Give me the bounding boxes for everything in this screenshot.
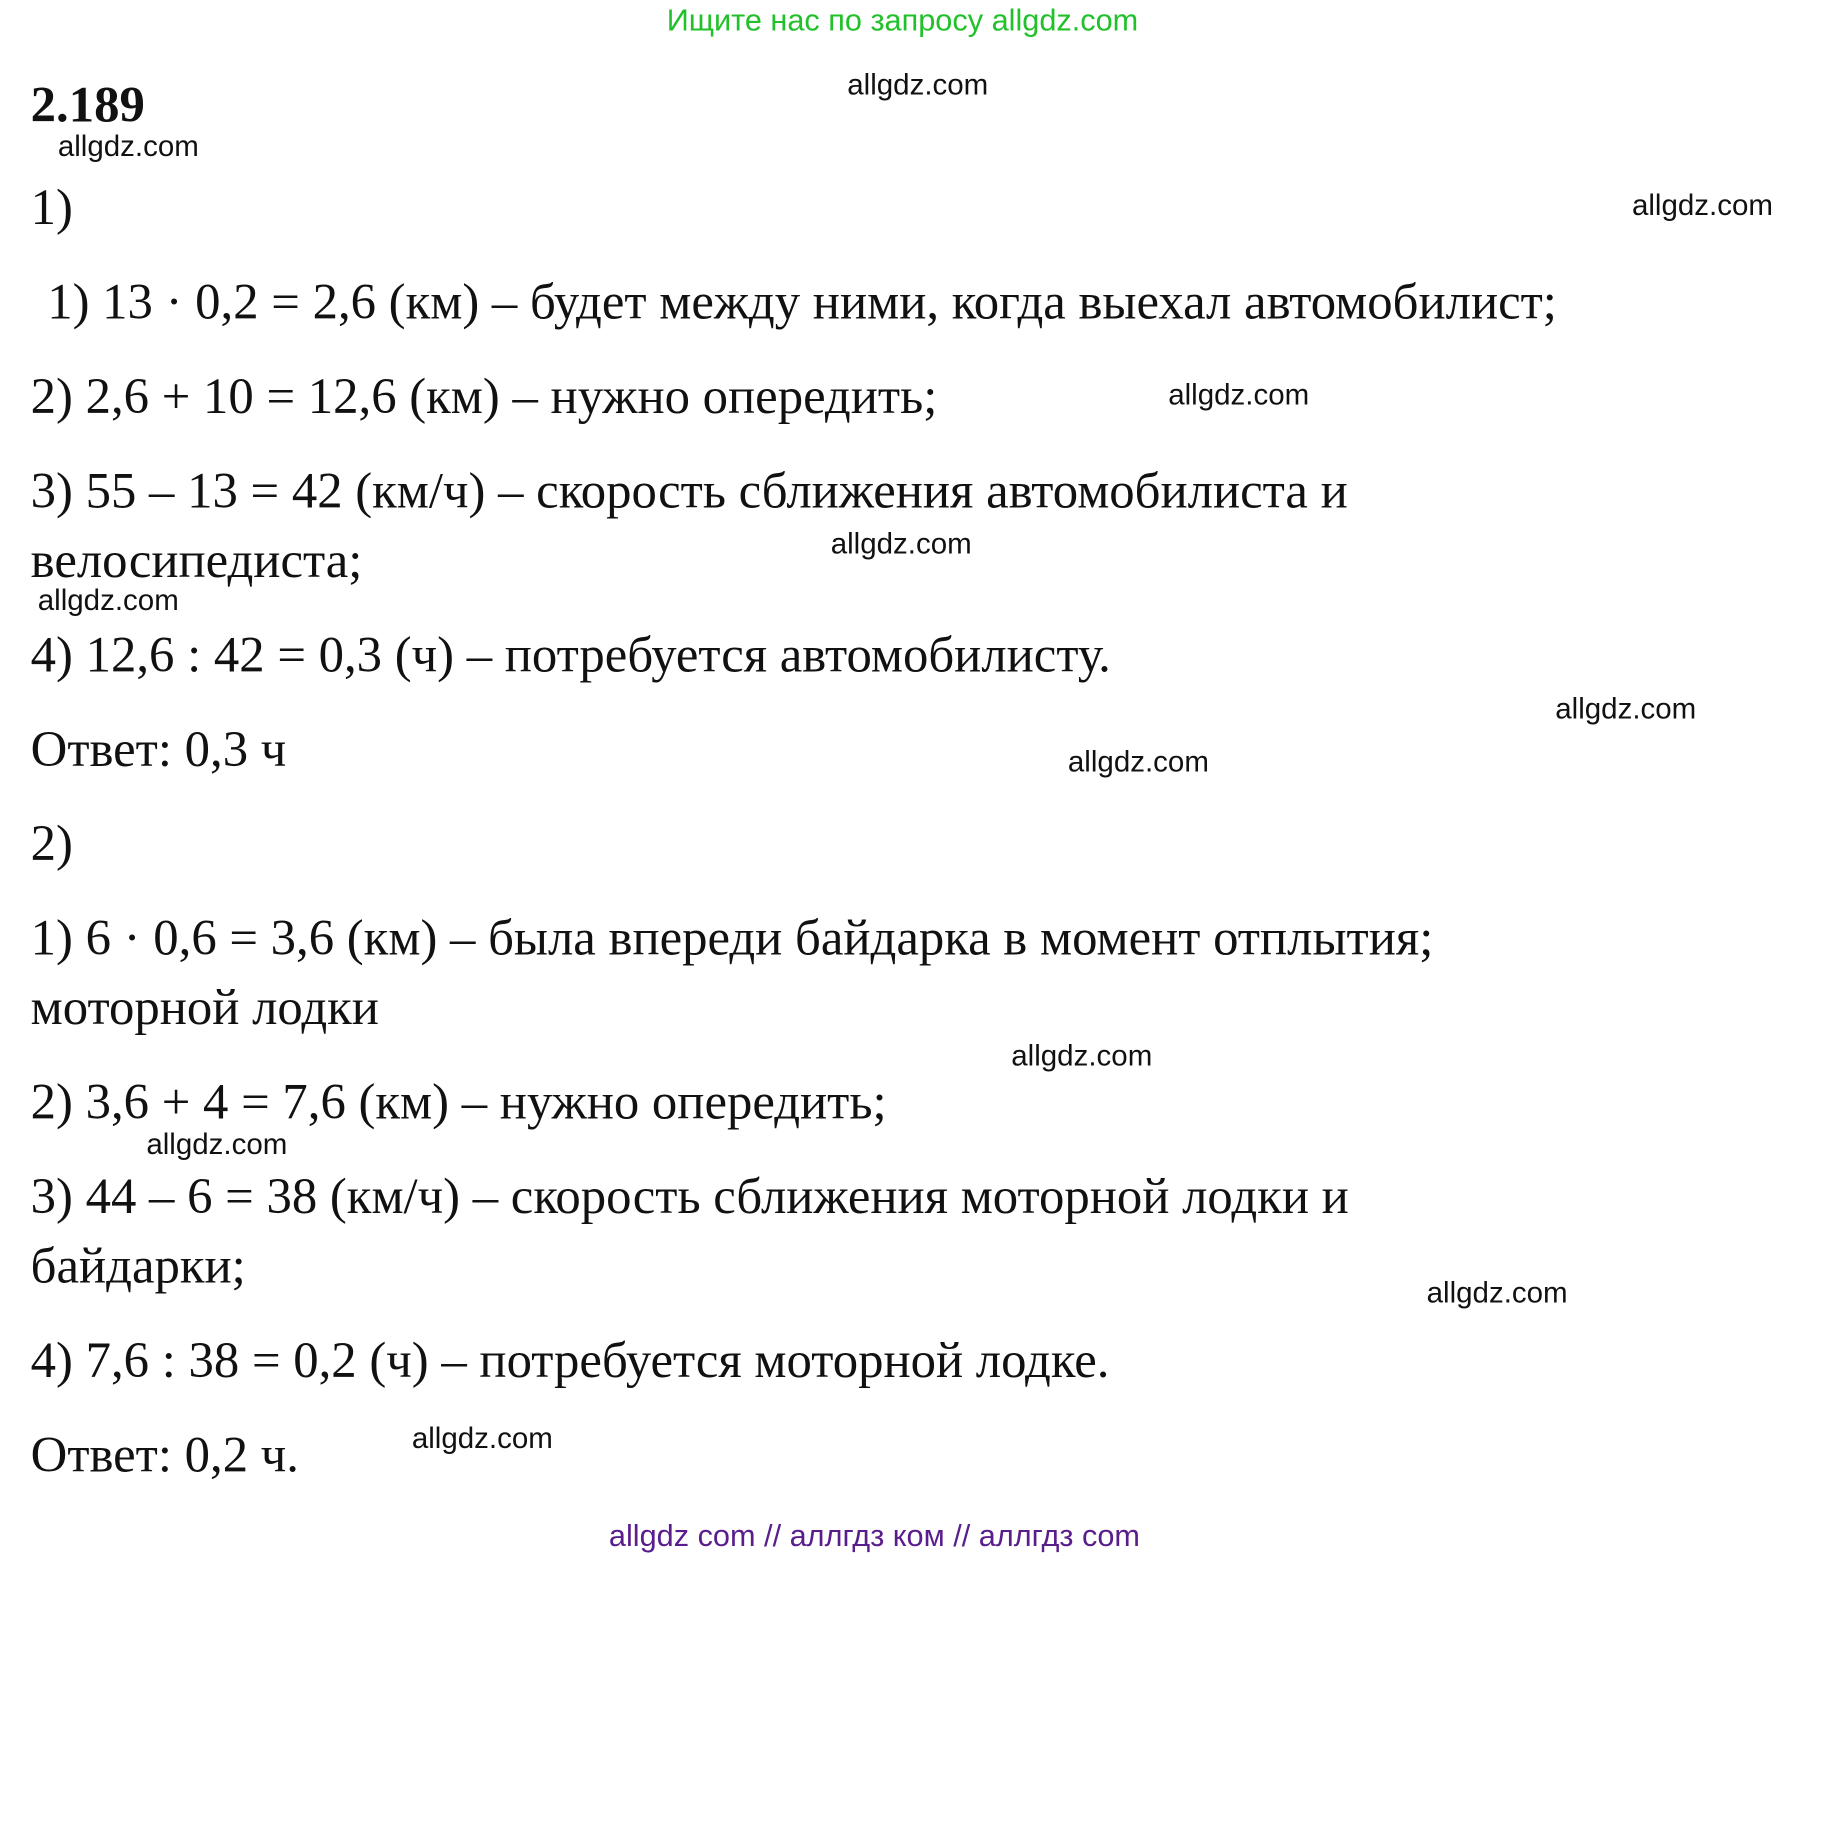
part2-step: 3) 44 – 6 = 38 (км/ч) – скорость сближения моторной лодки и [30,1169,1349,1225]
top-banner: Ищите нас по запросу allgdz.com [666,2,1139,38]
part1-step: велосипедиста; [30,533,363,589]
part2-step: 4) 7,6 : 38 = 0,2 (ч) – потребуется моторной лодке. [30,1333,1110,1389]
part2-step: 1) 6 · 0,6 = 3,6 (км) – была впереди байдарка в момент отплытия; [30,910,1434,967]
part2-step: 2) 3,6 + 4 = 7,6 (км) – нужно опередить; [30,1074,887,1131]
watermark: allgdz.com [1168,378,1310,412]
watermark: allgdz.com [847,68,989,102]
part1-step: 2) 2,6 + 10 = 12,6 (км) – нужно опередить; [30,369,938,425]
watermark: allgdz.com [411,1421,553,1455]
watermark: allgdz.com [830,527,972,561]
part2-step: байдарки; [30,1239,246,1295]
watermark: allgdz.com [1631,188,1773,222]
watermark: allgdz.com [37,584,179,618]
watermark: allgdz.com [1011,1039,1153,1073]
part1-answer: Ответ: 0,3 ч [30,722,287,778]
part1-step: 3) 55 – 13 = 42 (км/ч) – скорость сближения автомобилиста и [30,463,1348,520]
watermark: allgdz.com [1426,1276,1568,1310]
part1-step: 1) 13 · 0,2 = 2,6 (км) – будет между ними, когда выехал автомобилист; [47,274,1557,331]
part2-step: моторной лодки [30,980,379,1037]
watermark: allgdz.com [1067,745,1209,779]
part1-step: 4) 12,6 : 42 = 0,3 (ч) – потребуется автомобилисту. [30,627,1111,684]
part1-label: 1) [30,180,73,236]
part2-answer: Ответ: 0,2 ч. [30,1427,299,1484]
problem-number: 2.189 [30,77,145,134]
watermark: allgdz.com [57,129,199,163]
watermark: allgdz.com [146,1128,288,1162]
watermark: allgdz.com [1555,692,1697,726]
bottom-banner: allgdz com // аллгдз ком // аллгдз com [608,1517,1140,1553]
part2-label: 2) [30,816,73,873]
